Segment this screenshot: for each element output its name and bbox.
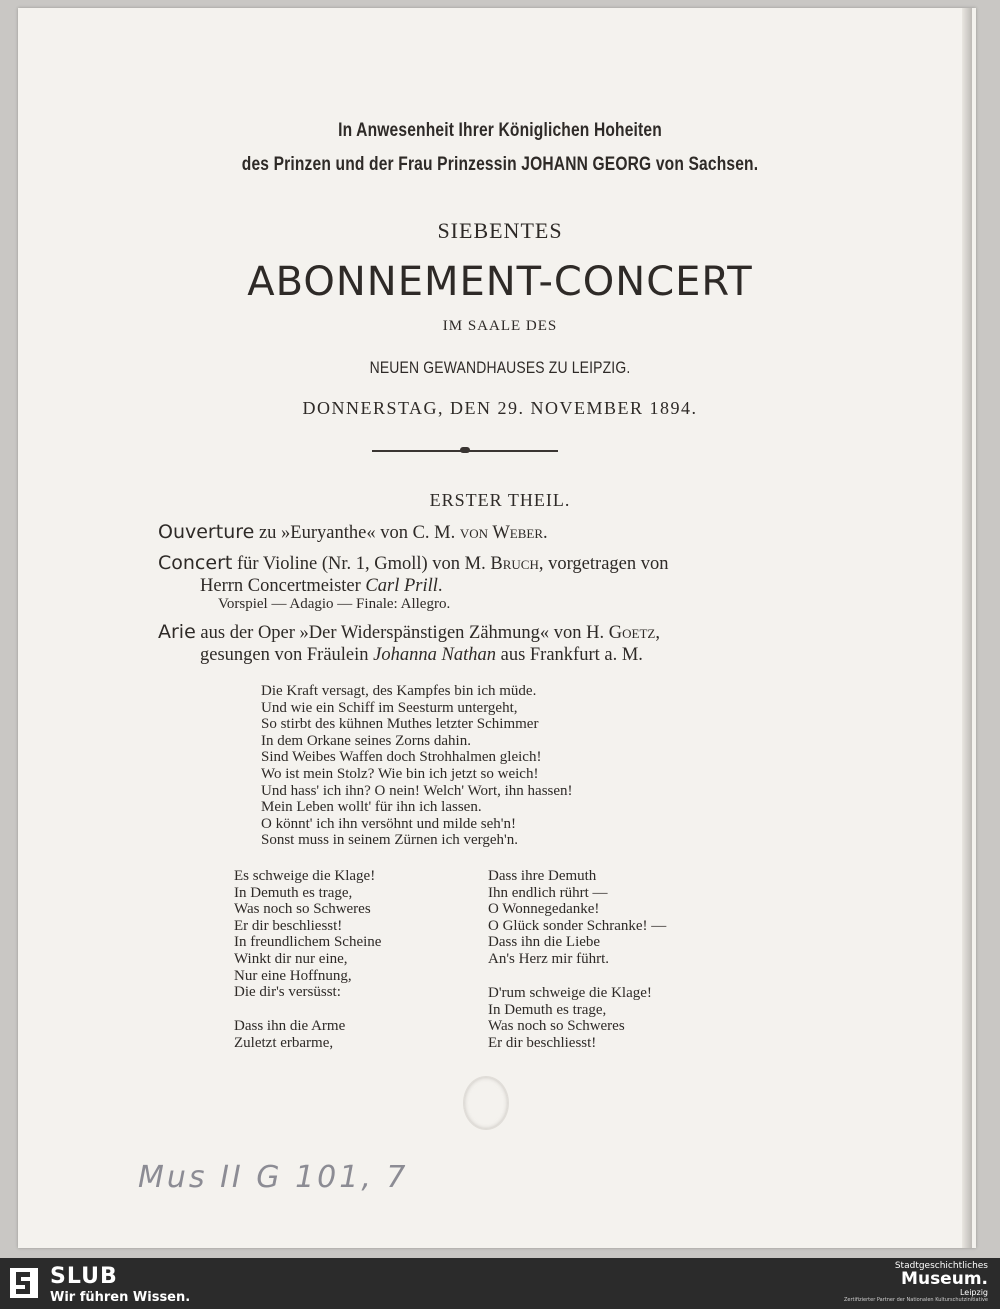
museum-note: Zertifizierter Partner der Nationalen Kulturschutzinitiative [843,1297,988,1303]
ornamental-rule-dot [460,447,470,453]
paper-edge [962,8,972,1248]
poem-line: Er dir beschliesst! [234,917,343,934]
item-text-end: . [543,523,548,543]
performer-prefix: Herrn Concertmeister [200,576,366,596]
poem-line: Die Kraft versagt, des Kampfes bin ich müde. [261,683,537,699]
title-ordinal: SIEBENTES [437,218,563,243]
poem-right-column-b [488,985,652,1051]
poem-line: So stirbt des kühnen Muthes letzter Schimmer [261,716,539,733]
performer-prefix: gesungen von Fräulein [200,645,374,665]
poem-line: Winkt dir nur eine, [234,950,348,967]
poem-line: Zuletzt erbarme, [234,1034,334,1051]
viewer-footer [0,1258,1000,1309]
poem-line: In Demuth es trage, [488,1001,607,1018]
poem-line: Was noch so Schweres [488,1018,625,1035]
poem-left-column-b [234,1018,345,1051]
poem-line: An's Herz mir führt. [488,950,610,967]
poem-line: Was noch so Schweres [234,901,371,918]
museum-logo[interactable] [844,1261,988,1303]
movements-list: Vorspiel — Adagio — Finale: Allegro. [218,596,451,612]
program-item-concert [158,552,798,597]
slub-tagline: Wir führen Wissen. [50,1290,191,1305]
item-text: zu »Euryanthe« von C. M. [254,523,460,543]
item-text-end: , [655,623,660,643]
item-text-end: , vorgetragen von [538,554,669,574]
poem-line: In dem Orkane seines Zorns dahin. [261,732,471,749]
slub-name[interactable]: SLUB [50,1264,118,1289]
header-line-2: des Prinzen und der Frau Prinzessin JOHANN GEORG von Sachsen. [241,154,759,175]
poem-right-column-a [488,868,666,968]
section-title: ERSTER THEIL. [429,490,571,510]
poem-line: In freundlichem Scheine [234,934,382,951]
poem-line: Dass ihn die Arme [234,1018,346,1034]
performer-name: Carl Prill [365,576,438,596]
poem-line: Und wie ein Schiff im Seesturm untergeht, [261,699,518,716]
title-sub-2: NEUEN GEWANDHAUSES ZU LEIPZIG. [369,358,631,377]
poem-line: Er dir beschliesst! [488,1034,597,1051]
performer-name: Johanna Nathan [373,645,496,665]
composer-name: von Weber [459,523,543,543]
poem-line: Es schweige die Klage! [234,868,376,884]
handwritten-shelfmark: Mus II G 101, 7 [138,1160,409,1195]
museum-line-1: Stadtgeschichtliches [894,1261,988,1271]
concert-date: DONNERSTAG, DEN 29. NOVEMBER 1894. [302,398,698,418]
poem-line: D'rum schweige die Klage! [488,985,652,1001]
poem-line: Dass ihre Demuth [488,868,597,884]
item-lead: Arie [158,621,196,643]
program-item-overture [158,521,798,544]
header-line-1: In Anwesenheit Ihrer Königlichen Hoheiten [338,120,662,141]
poem-verse-1 [261,683,573,849]
museum-line-3: Leipzig [959,1288,988,1297]
item-text: aus der Oper »Der Widerspänstigen Zähmung« von H. [195,623,609,643]
poem-line: Nur eine Hoffnung, [234,967,352,984]
poem-left-column-a [234,868,381,1001]
poem-line: O Glück sonder Schranke! — [488,917,667,934]
title-sub-1: IM SAALE DES [442,318,558,334]
item-lead: Ouverture [158,521,255,543]
slub-logo-icon[interactable] [10,1268,38,1298]
program-item-aria [158,621,798,666]
poem-line: Die dir's versüsst: [234,984,341,1001]
composer-name: Goetz [608,623,656,643]
poem-line: Und hass' ich ihn? O nein! Welch' Wort, ihn hassen! [261,782,573,799]
poem-line: In Demuth es trage, [234,884,353,901]
title-main: ABONNEMENT-CONCERT [247,259,753,305]
poem-line: Dass ihn die Liebe [488,934,601,951]
item-lead: Concert [158,552,233,574]
poem-line: Ihn endlich rührt — [488,884,608,901]
poem-line: Sind Weibes Waffen doch Strohhalmen gleich! [261,749,542,766]
poem-line: O könnt' ich ihn versöhnt und milde seh'n! [261,815,516,832]
performer-suffix: . [437,576,443,596]
poem-line: Mein Leben wollt' für ihn ich lassen. [261,799,482,816]
poem-line: Wo ist mein Stolz? Wie bin ich jetzt so weich! [261,765,539,782]
performer-suffix: aus Frankfurt a. M. [495,645,643,665]
blind-stamp [463,1076,509,1130]
poem-line: O Wonnegedanke! [488,901,600,918]
museum-line-2: Museum. [901,1269,988,1289]
poem-line: Sonst muss in seinem Zürnen ich vergeh'n. [261,832,518,849]
item-text: für Violine (Nr. 1, Gmoll) von M. [232,554,491,574]
composer-name: Bruch [490,554,539,574]
